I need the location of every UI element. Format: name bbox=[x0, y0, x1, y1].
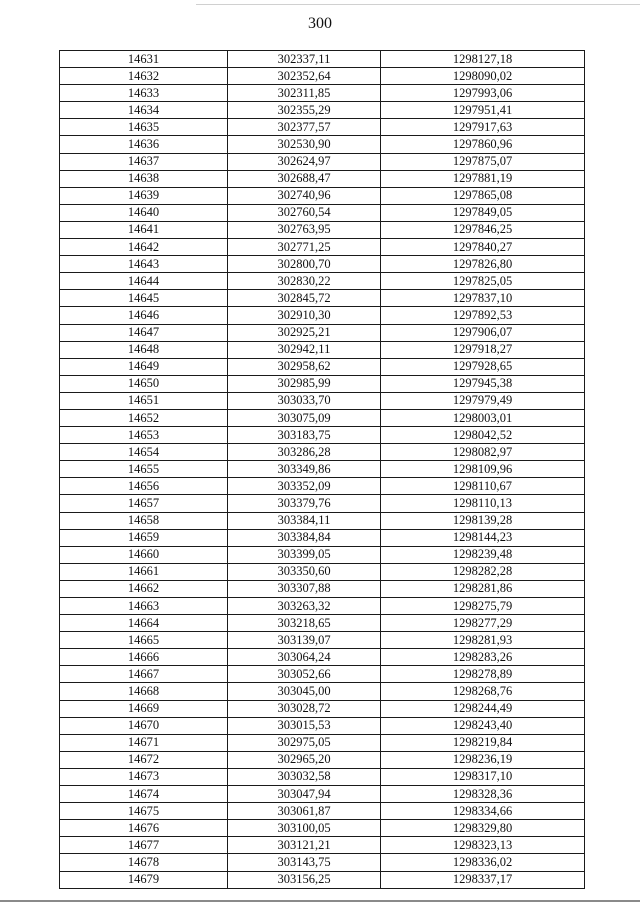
page-number: 300 bbox=[308, 15, 332, 32]
y-coordinate-cell: 1297837,10 bbox=[381, 290, 585, 307]
point-number-cell: 14645 bbox=[60, 290, 228, 307]
point-number-cell: 14666 bbox=[60, 649, 228, 666]
y-coordinate-cell: 1297993,06 bbox=[381, 85, 585, 102]
x-coordinate-cell: 303156,25 bbox=[228, 871, 381, 888]
point-number-cell: 14677 bbox=[60, 837, 228, 854]
table-row bbox=[60, 119, 585, 136]
point-number-cell: 14649 bbox=[60, 358, 228, 375]
top-edge-line bbox=[196, 4, 640, 5]
y-coordinate-cell: 1297846,25 bbox=[381, 221, 585, 238]
x-coordinate-cell: 303139,07 bbox=[228, 632, 381, 649]
x-coordinate-cell: 302830,22 bbox=[228, 273, 381, 290]
x-coordinate-cell: 303032,58 bbox=[228, 768, 381, 785]
point-number-cell: 14643 bbox=[60, 256, 228, 273]
point-number-cell: 14632 bbox=[60, 68, 228, 85]
point-number-cell: 14669 bbox=[60, 700, 228, 717]
x-coordinate-cell: 302925,21 bbox=[228, 324, 381, 341]
x-coordinate-cell: 302352,64 bbox=[228, 68, 381, 85]
bottom-edge-line bbox=[0, 900, 640, 902]
point-number-cell: 14672 bbox=[60, 751, 228, 768]
table-row bbox=[60, 683, 585, 700]
x-coordinate-cell: 302688,47 bbox=[228, 170, 381, 187]
x-coordinate-cell: 302985,99 bbox=[228, 375, 381, 392]
table-row bbox=[60, 307, 585, 324]
table-row bbox=[60, 700, 585, 717]
x-coordinate-cell: 302355,29 bbox=[228, 102, 381, 119]
coordinates-table-body bbox=[60, 51, 585, 889]
table-row bbox=[60, 341, 585, 358]
y-coordinate-cell: 1298090,02 bbox=[381, 68, 585, 85]
y-coordinate-cell: 1298219,84 bbox=[381, 734, 585, 751]
x-coordinate-cell: 302740,96 bbox=[228, 187, 381, 204]
point-number-cell: 14679 bbox=[60, 871, 228, 888]
y-coordinate-cell: 1297917,63 bbox=[381, 119, 585, 136]
x-coordinate-cell: 303143,75 bbox=[228, 854, 381, 871]
x-coordinate-cell: 303033,70 bbox=[228, 392, 381, 409]
point-number-cell: 14654 bbox=[60, 444, 228, 461]
point-number-cell: 14648 bbox=[60, 341, 228, 358]
x-coordinate-cell: 302845,72 bbox=[228, 290, 381, 307]
point-number-cell: 14667 bbox=[60, 666, 228, 683]
table-row bbox=[60, 239, 585, 256]
x-coordinate-cell: 303121,21 bbox=[228, 837, 381, 854]
x-coordinate-cell: 302771,25 bbox=[228, 239, 381, 256]
x-coordinate-cell: 303384,11 bbox=[228, 512, 381, 529]
x-coordinate-cell: 302800,70 bbox=[228, 256, 381, 273]
table-row bbox=[60, 563, 585, 580]
x-coordinate-cell: 303064,24 bbox=[228, 649, 381, 666]
point-number-cell: 14676 bbox=[60, 820, 228, 837]
y-coordinate-cell: 1298144,23 bbox=[381, 529, 585, 546]
y-coordinate-cell: 1298328,36 bbox=[381, 786, 585, 803]
point-number-cell: 14665 bbox=[60, 632, 228, 649]
point-number-cell: 14664 bbox=[60, 615, 228, 632]
y-coordinate-cell: 1298139,28 bbox=[381, 512, 585, 529]
point-number-cell: 14634 bbox=[60, 102, 228, 119]
x-coordinate-cell: 302975,05 bbox=[228, 734, 381, 751]
y-coordinate-cell: 1298277,29 bbox=[381, 615, 585, 632]
y-coordinate-cell: 1298278,89 bbox=[381, 666, 585, 683]
table-row bbox=[60, 803, 585, 820]
table-row bbox=[60, 375, 585, 392]
x-coordinate-cell: 302763,95 bbox=[228, 221, 381, 238]
point-number-cell: 14631 bbox=[60, 51, 228, 68]
y-coordinate-cell: 1298109,96 bbox=[381, 461, 585, 478]
table-row bbox=[60, 768, 585, 785]
x-coordinate-cell: 303100,05 bbox=[228, 820, 381, 837]
table-row bbox=[60, 854, 585, 871]
point-number-cell: 14635 bbox=[60, 119, 228, 136]
y-coordinate-cell: 1298244,49 bbox=[381, 700, 585, 717]
point-number-cell: 14651 bbox=[60, 392, 228, 409]
table-row bbox=[60, 786, 585, 803]
point-number-cell: 14657 bbox=[60, 495, 228, 512]
x-coordinate-cell: 303384,84 bbox=[228, 529, 381, 546]
y-coordinate-cell: 1298268,76 bbox=[381, 683, 585, 700]
y-coordinate-cell: 1297825,05 bbox=[381, 273, 585, 290]
y-coordinate-cell: 1297945,38 bbox=[381, 375, 585, 392]
y-coordinate-cell: 1298282,28 bbox=[381, 563, 585, 580]
y-coordinate-cell: 1298329,80 bbox=[381, 820, 585, 837]
table-row bbox=[60, 512, 585, 529]
table-row bbox=[60, 580, 585, 597]
table-row bbox=[60, 871, 585, 888]
table-row bbox=[60, 170, 585, 187]
point-number-cell: 14655 bbox=[60, 461, 228, 478]
point-number-cell: 14633 bbox=[60, 85, 228, 102]
coordinates-table bbox=[59, 50, 585, 889]
table-row bbox=[60, 820, 585, 837]
point-number-cell: 14661 bbox=[60, 563, 228, 580]
point-number-cell: 14641 bbox=[60, 221, 228, 238]
y-coordinate-cell: 1297951,41 bbox=[381, 102, 585, 119]
point-number-cell: 14647 bbox=[60, 324, 228, 341]
point-number-cell: 14637 bbox=[60, 153, 228, 170]
point-number-cell: 14656 bbox=[60, 478, 228, 495]
x-coordinate-cell: 303399,05 bbox=[228, 546, 381, 563]
point-number-cell: 14639 bbox=[60, 187, 228, 204]
x-coordinate-cell: 302910,30 bbox=[228, 307, 381, 324]
y-coordinate-cell: 1297849,05 bbox=[381, 204, 585, 221]
y-coordinate-cell: 1297906,07 bbox=[381, 324, 585, 341]
y-coordinate-cell: 1298110,13 bbox=[381, 495, 585, 512]
x-coordinate-cell: 303045,00 bbox=[228, 683, 381, 700]
point-number-cell: 14663 bbox=[60, 598, 228, 615]
point-number-cell: 14660 bbox=[60, 546, 228, 563]
y-coordinate-cell: 1297928,65 bbox=[381, 358, 585, 375]
x-coordinate-cell: 303352,09 bbox=[228, 478, 381, 495]
x-coordinate-cell: 302958,62 bbox=[228, 358, 381, 375]
y-coordinate-cell: 1298281,93 bbox=[381, 632, 585, 649]
point-number-cell: 14678 bbox=[60, 854, 228, 871]
y-coordinate-cell: 1297918,27 bbox=[381, 341, 585, 358]
table-row bbox=[60, 68, 585, 85]
x-coordinate-cell: 303218,65 bbox=[228, 615, 381, 632]
table-row bbox=[60, 427, 585, 444]
x-coordinate-cell: 303379,76 bbox=[228, 495, 381, 512]
table-row bbox=[60, 598, 585, 615]
table-row bbox=[60, 153, 585, 170]
point-number-cell: 14675 bbox=[60, 803, 228, 820]
y-coordinate-cell: 1298003,01 bbox=[381, 409, 585, 426]
y-coordinate-cell: 1297865,08 bbox=[381, 187, 585, 204]
x-coordinate-cell: 302530,90 bbox=[228, 136, 381, 153]
table-row bbox=[60, 615, 585, 632]
y-coordinate-cell: 1297979,49 bbox=[381, 392, 585, 409]
point-number-cell: 14642 bbox=[60, 239, 228, 256]
table-row bbox=[60, 324, 585, 341]
table-row bbox=[60, 734, 585, 751]
x-coordinate-cell: 303350,60 bbox=[228, 563, 381, 580]
table-row bbox=[60, 666, 585, 683]
table-row bbox=[60, 358, 585, 375]
table-row bbox=[60, 632, 585, 649]
table-row bbox=[60, 85, 585, 102]
y-coordinate-cell: 1298336,02 bbox=[381, 854, 585, 871]
table-row bbox=[60, 444, 585, 461]
point-number-cell: 14646 bbox=[60, 307, 228, 324]
x-coordinate-cell: 302760,54 bbox=[228, 204, 381, 221]
table-row bbox=[60, 136, 585, 153]
y-coordinate-cell: 1298317,10 bbox=[381, 768, 585, 785]
table-row bbox=[60, 837, 585, 854]
point-number-cell: 14636 bbox=[60, 136, 228, 153]
table-row bbox=[60, 187, 585, 204]
x-coordinate-cell: 302942,11 bbox=[228, 341, 381, 358]
point-number-cell: 14644 bbox=[60, 273, 228, 290]
y-coordinate-cell: 1298275,79 bbox=[381, 598, 585, 615]
y-coordinate-cell: 1298334,66 bbox=[381, 803, 585, 820]
table-row bbox=[60, 478, 585, 495]
x-coordinate-cell: 303075,09 bbox=[228, 409, 381, 426]
table-row bbox=[60, 751, 585, 768]
y-coordinate-cell: 1298323,13 bbox=[381, 837, 585, 854]
table-row bbox=[60, 392, 585, 409]
y-coordinate-cell: 1298110,67 bbox=[381, 478, 585, 495]
x-coordinate-cell: 302337,11 bbox=[228, 51, 381, 68]
table-row bbox=[60, 221, 585, 238]
table-row bbox=[60, 51, 585, 68]
table-row bbox=[60, 529, 585, 546]
x-coordinate-cell: 303183,75 bbox=[228, 427, 381, 444]
x-coordinate-cell: 303052,66 bbox=[228, 666, 381, 683]
table-row bbox=[60, 717, 585, 734]
y-coordinate-cell: 1298281,86 bbox=[381, 580, 585, 597]
y-coordinate-cell: 1298283,26 bbox=[381, 649, 585, 666]
table-row bbox=[60, 546, 585, 563]
table-row bbox=[60, 273, 585, 290]
table-row bbox=[60, 461, 585, 478]
point-number-cell: 14652 bbox=[60, 409, 228, 426]
table-row bbox=[60, 409, 585, 426]
y-coordinate-cell: 1298127,18 bbox=[381, 51, 585, 68]
table-row bbox=[60, 495, 585, 512]
x-coordinate-cell: 302624,97 bbox=[228, 153, 381, 170]
point-number-cell: 14640 bbox=[60, 204, 228, 221]
y-coordinate-cell: 1297892,53 bbox=[381, 307, 585, 324]
y-coordinate-cell: 1297881,19 bbox=[381, 170, 585, 187]
point-number-cell: 14659 bbox=[60, 529, 228, 546]
table-row bbox=[60, 102, 585, 119]
x-coordinate-cell: 303307,88 bbox=[228, 580, 381, 597]
y-coordinate-cell: 1298239,48 bbox=[381, 546, 585, 563]
x-coordinate-cell: 303015,53 bbox=[228, 717, 381, 734]
x-coordinate-cell: 303263,32 bbox=[228, 598, 381, 615]
y-coordinate-cell: 1297875,07 bbox=[381, 153, 585, 170]
y-coordinate-cell: 1297840,27 bbox=[381, 239, 585, 256]
x-coordinate-cell: 302311,85 bbox=[228, 85, 381, 102]
point-number-cell: 14671 bbox=[60, 734, 228, 751]
point-number-cell: 14653 bbox=[60, 427, 228, 444]
point-number-cell: 14668 bbox=[60, 683, 228, 700]
point-number-cell: 14658 bbox=[60, 512, 228, 529]
x-coordinate-cell: 302965,20 bbox=[228, 751, 381, 768]
table-row bbox=[60, 290, 585, 307]
y-coordinate-cell: 1297826,80 bbox=[381, 256, 585, 273]
table-row bbox=[60, 256, 585, 273]
point-number-cell: 14662 bbox=[60, 580, 228, 597]
table-row bbox=[60, 649, 585, 666]
y-coordinate-cell: 1298337,17 bbox=[381, 871, 585, 888]
y-coordinate-cell: 1298243,40 bbox=[381, 717, 585, 734]
x-coordinate-cell: 303061,87 bbox=[228, 803, 381, 820]
x-coordinate-cell: 302377,57 bbox=[228, 119, 381, 136]
y-coordinate-cell: 1298082,97 bbox=[381, 444, 585, 461]
point-number-cell: 14674 bbox=[60, 786, 228, 803]
point-number-cell: 14638 bbox=[60, 170, 228, 187]
point-number-cell: 14650 bbox=[60, 375, 228, 392]
x-coordinate-cell: 303028,72 bbox=[228, 700, 381, 717]
y-coordinate-cell: 1297860,96 bbox=[381, 136, 585, 153]
x-coordinate-cell: 303047,94 bbox=[228, 786, 381, 803]
x-coordinate-cell: 303286,28 bbox=[228, 444, 381, 461]
y-coordinate-cell: 1298042,52 bbox=[381, 427, 585, 444]
point-number-cell: 14670 bbox=[60, 717, 228, 734]
y-coordinate-cell: 1298236,19 bbox=[381, 751, 585, 768]
x-coordinate-cell: 303349,86 bbox=[228, 461, 381, 478]
table-row bbox=[60, 204, 585, 221]
point-number-cell: 14673 bbox=[60, 768, 228, 785]
